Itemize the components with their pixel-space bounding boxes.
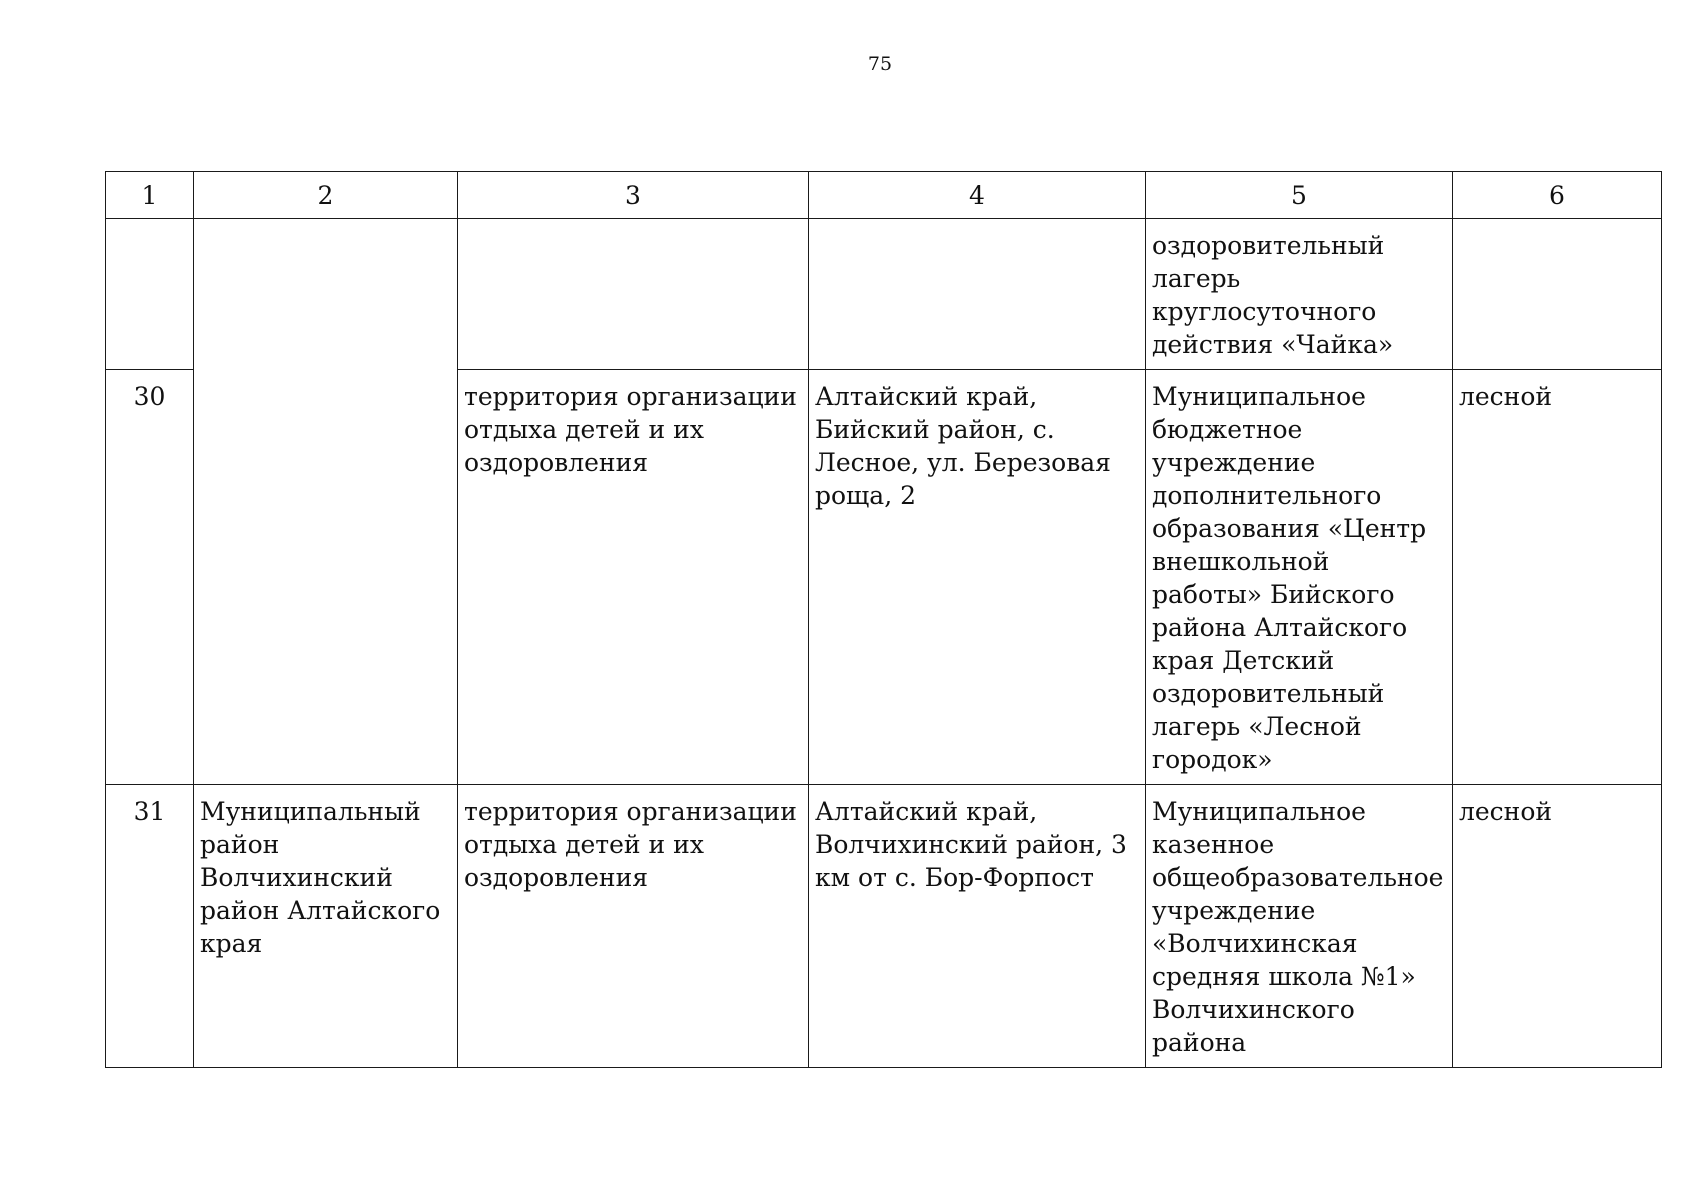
cell-territory	[458, 219, 809, 370]
cell-address	[809, 219, 1146, 370]
cell-num: 31	[106, 785, 194, 1068]
table-row	[106, 785, 1662, 1068]
data-table	[105, 171, 1662, 1068]
table-header-row	[106, 172, 1662, 219]
column-header: 6	[1453, 172, 1662, 219]
column-header: 3	[458, 172, 809, 219]
column-header: 2	[194, 172, 458, 219]
cell-district: Муниципальный район Волчихинский район Алтайского края	[194, 785, 458, 1068]
cell-type: лесной	[1453, 370, 1662, 785]
page-number: 75	[867, 53, 893, 75]
cell-district	[194, 219, 458, 785]
column-header: 4	[809, 172, 1146, 219]
cell-address: Алтайский край, Волчихинский район, 3 км от с. Бор-Форпост	[809, 785, 1146, 1068]
cell-territory: территория организации отдыха детей и их оздоровления	[458, 370, 809, 785]
cell-type	[1453, 219, 1662, 370]
cell-address: Алтайский край, Бийский район, с. Лесное, ул. Березовая роща, 2	[809, 370, 1146, 785]
cell-organization: оздоровительный лагерь круглосуточного действия «Чайка»	[1146, 219, 1453, 370]
cell-territory: территория организации отдыха детей и их оздоровления	[458, 785, 809, 1068]
column-header: 5	[1146, 172, 1453, 219]
table-row-continuation	[106, 219, 1662, 370]
cell-organization: Муниципальное бюджетное учреждение дополнительного образования «Центр внешкольной работы» Бийского района Алтайского края Детский оздоровительный лагерь «Лесной городок»	[1146, 370, 1453, 785]
cell-num	[106, 219, 194, 370]
cell-num: 30	[106, 370, 194, 785]
column-header: 1	[106, 172, 194, 219]
cell-organization: Муниципальное казенное общеобразовательное учреждение «Волчихинская средняя школа №1» Волчихинского района	[1146, 785, 1453, 1068]
cell-type: лесной	[1453, 785, 1662, 1068]
